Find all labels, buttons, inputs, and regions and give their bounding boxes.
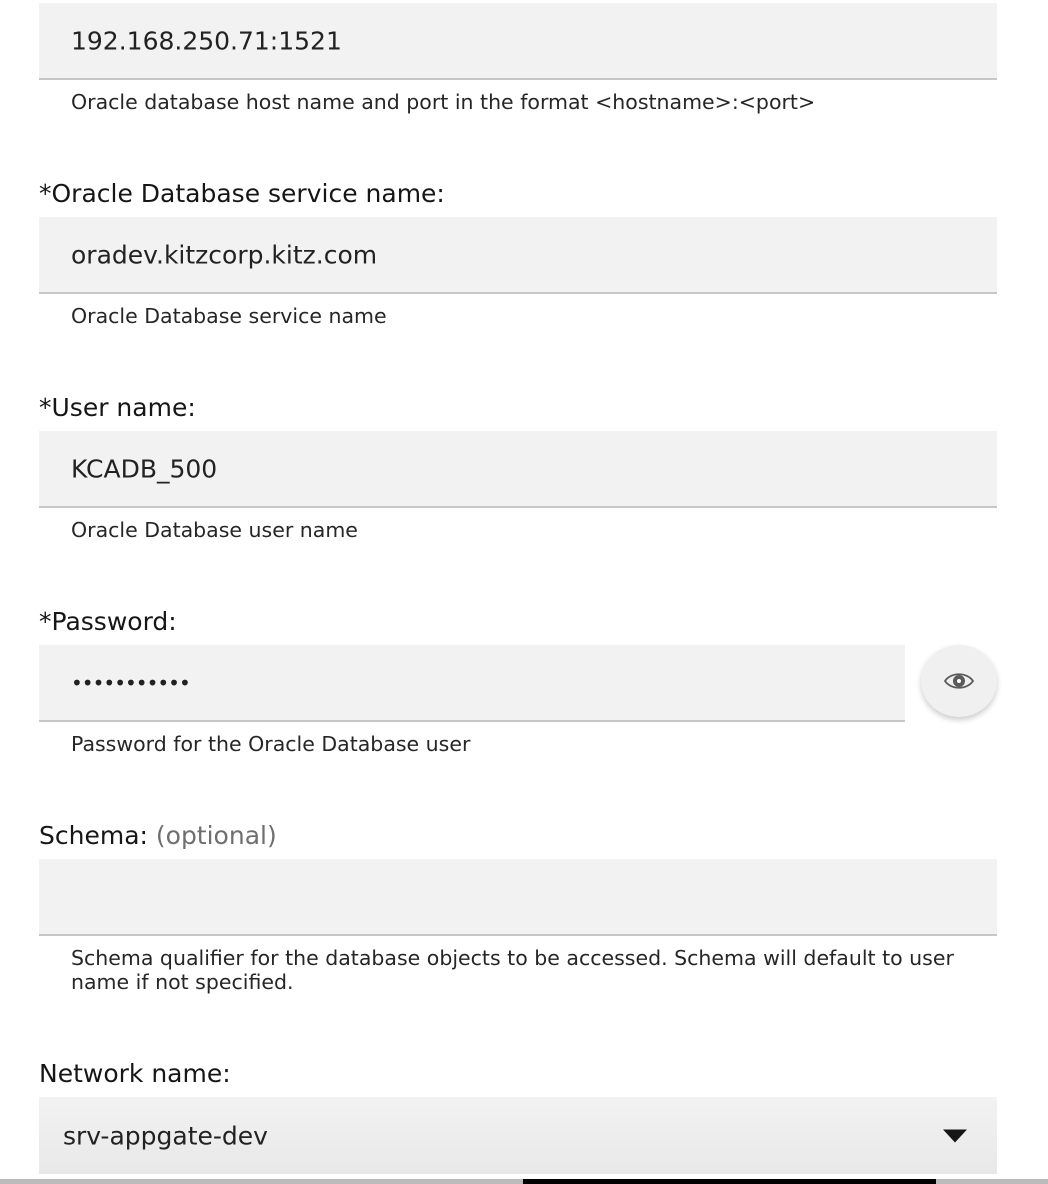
network-name-value: srv-appgate-dev (63, 1121, 268, 1150)
host-port-input[interactable] (39, 3, 997, 80)
user-name-input[interactable] (39, 431, 997, 508)
user-name-value: KCADB_500 (71, 454, 218, 483)
user-name-label: *User name: (39, 393, 196, 422)
service-name-label: *Oracle Database service name: (39, 179, 445, 208)
service-name-input[interactable] (39, 217, 997, 294)
password-label: *Password: (39, 607, 177, 636)
show-password-button[interactable] (921, 645, 997, 717)
network-name-select[interactable] (39, 1097, 997, 1174)
password-input[interactable] (39, 645, 905, 722)
password-value: ••••••••••• (71, 670, 190, 695)
caret-down-icon (943, 1129, 967, 1142)
service-name-value: oradev.kitzcorp.kitz.com (71, 240, 378, 269)
schema-optional-text: (optional) (155, 821, 277, 850)
schema-helper: Schema qualifier for the database objects to be accessed. Schema will default to user name if not specified. (71, 946, 954, 994)
user-name-helper: Oracle Database user name (71, 518, 358, 542)
service-name-helper: Oracle Database service name (71, 304, 387, 328)
eye-icon (943, 670, 975, 692)
host-port-helper: Oracle database host name and port in the format <hostname>:<port> (71, 90, 816, 114)
password-helper: Password for the Oracle Database user (71, 732, 471, 756)
host-port-value: 192.168.250.71:1521 (71, 26, 342, 55)
schema-label-text: Schema: (39, 821, 148, 850)
schema-label (39, 821, 277, 850)
schema-input[interactable] (39, 859, 997, 936)
bottom-edge (0, 1179, 1048, 1184)
network-name-label: Network name: (39, 1059, 231, 1088)
